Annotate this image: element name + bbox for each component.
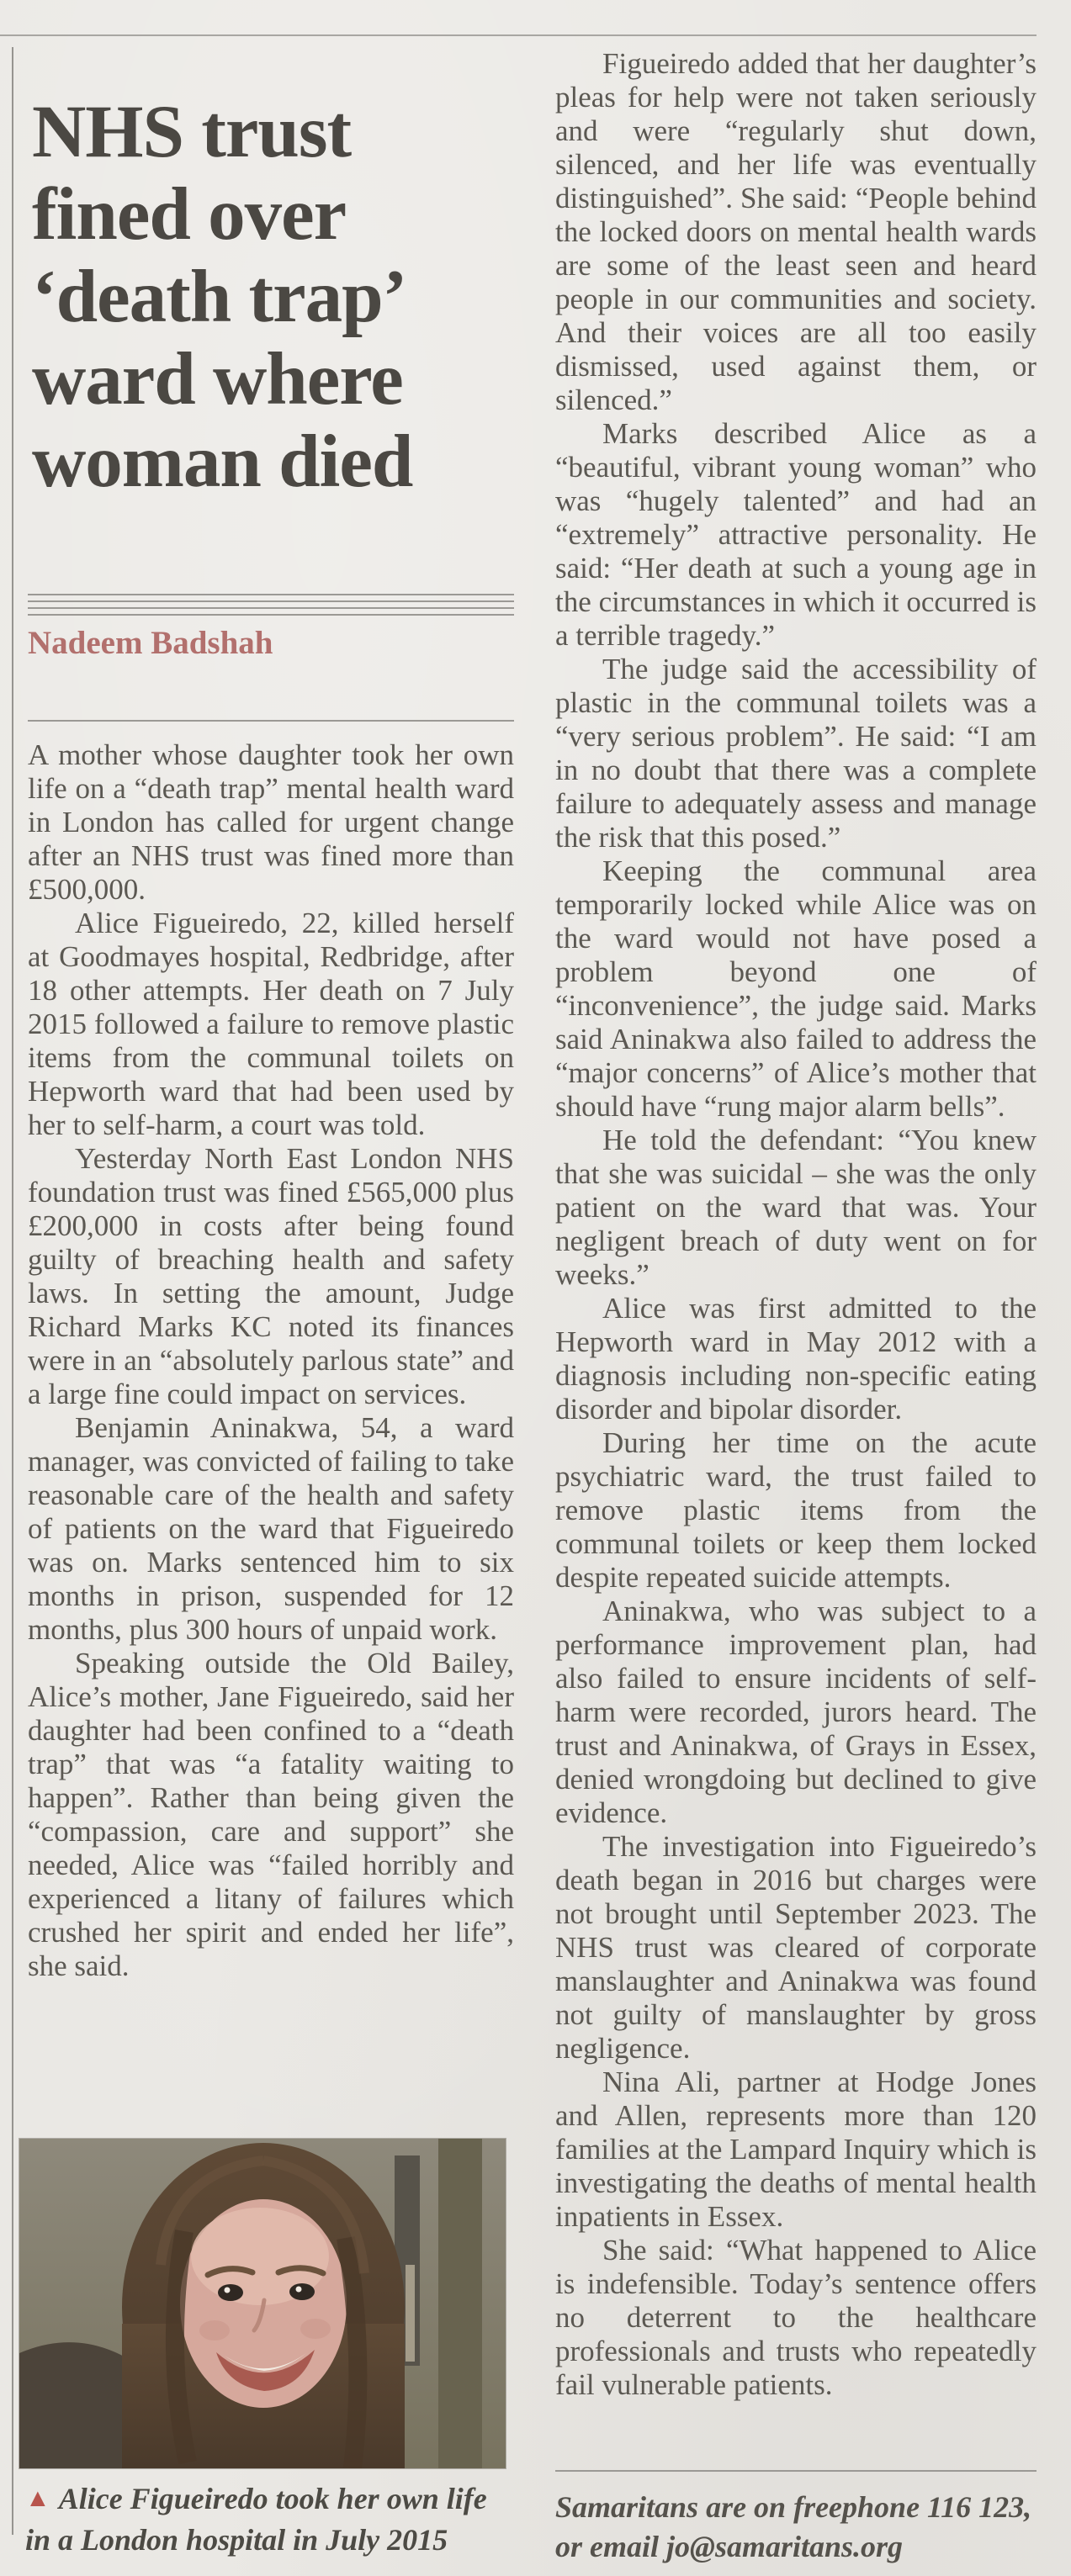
article-paragraph: Nina Ali, partner at Hodge Jones and Allen, represents more than 120 families at the Lampard Inquiry which is investigating the deaths of mental health inpatients in Essex.	[555, 2066, 1037, 2233]
byline-rules	[28, 594, 514, 616]
article-paragraph: Benjamin Aninakwa, 54, a ward manager, was convicted of failing to take reasonable care of the health and safety of patients on the ward that Figueiredo was on. Marks sentenced him to six months in prison, suspended for 12 months, plus 300 hours of unpaid work.	[28, 1411, 514, 1646]
portrait-photo-illustration	[19, 2139, 506, 2468]
byline-author: Nadeem Badshah	[28, 625, 273, 661]
article-headline: NHS trust fined over ‘death trap’ ward where woman died	[32, 90, 413, 503]
article-paragraph: Figueiredo added that her daughter’s pleas for help were not taken seriously and were “regularly shut down, silenced, and her life was eventually distinguished”. She said: “People behind the locked doors on mental health wards are some of the least seen and heard people in our communities and society. And their voices are all too easily dismissed, used against them, or silenced.”	[555, 47, 1037, 416]
article-paragraph: During her time on the acute psychiatric ward, the trust failed to remove plastic items from the communal toilets or keep them locked despite repeated suicide attempts.	[555, 1426, 1037, 1594]
photo-caption-text: Alice Figueiredo took her own life in a London hospital in July 2015	[25, 2482, 487, 2557]
article-paragraph: She said: “What happened to Alice is indefensible. Today’s sentence offers no deterrent to the healthcare professionals and trusts who repeatedly fail vulnerable patients.	[555, 2234, 1037, 2401]
article-paragraph: He told the defendant: “You knew that she was suicidal – she was the only patient on the ward that was. Your negligent breach of duty went on for weeks.”	[555, 1124, 1037, 1291]
top-rule	[0, 34, 1037, 36]
footer-divider-rule	[555, 2470, 1037, 2472]
column-edge-rule	[12, 47, 13, 2535]
article-paragraph: The judge said the accessibility of plastic in the communal toilets was a “very serious problem”. He said: “I am in no doubt that there was a complete failure to adequately assess and manage the risk that this posed.”	[555, 653, 1037, 854]
article-body-right-column	[555, 47, 1037, 2457]
article-paragraph: Aninakwa, who was subject to a performance improvement plan, had also failed to ensure incidents of self-harm were recorded, jurors heard. The trust and Aninakwa, of Grays in Essex, denied wrongdoing but declined to give evidence.	[555, 1595, 1037, 1829]
article-paragraph: Marks described Alice as a “beautiful, vibrant young woman” who was “hugely talented” and had an “extremely” attractive personality. He said: “Her death at such a young age in the circumstances in which it occurred is a terrible tragedy.”	[555, 417, 1037, 652]
caption-triangle-icon: ▲	[25, 2484, 50, 2512]
photo-caption	[25, 2479, 501, 2559]
article-paragraph: The investigation into Figueiredo’s death began in 2016 but charges were not brought until September 2023. The NHS trust was cleared of corporate manslaughter and Aninakwa was found not guilty of manslaughter by gross negligence.	[555, 1830, 1037, 2065]
samaritans-note: Samaritans are on freephone 116 123, or email jo@samaritans.org	[555, 2490, 1032, 2563]
article-paragraph: Keeping the communal area temporarily locked while Alice was on the ward would not have posed a problem beyond one of “inconvenience”, the judge said. Marks said Aninakwa also failed to address the “major concerns” of Alice’s mother that should have “rung major alarm bells”.	[555, 854, 1037, 1123]
article-body-left-column	[28, 738, 514, 2101]
article-paragraph: Alice was first admitted to the Hepworth ward in May 2012 with a diagnosis including non-specific eating disorder and bipolar disorder.	[555, 1292, 1037, 1426]
article-paragraph: Speaking outside the Old Bailey, Alice’s mother, Jane Figueiredo, said her daughter had been confined to a “death trap” that was “a fatality waiting to happen”. Rather than being given the “compassion, care and support” she needed, Alice was “failed horribly and experienced a litany of failures which crushed her spirit and ended her life”, she said.	[28, 1647, 514, 1982]
article-photo	[19, 2139, 506, 2468]
article-paragraph: Yesterday North East London NHS foundation trust was fined £565,000 plus £200,000 in costs after being found guilty of breaching health and safety laws. In setting the amount, Judge Richard Marks KC noted its finances were in an “absolutely parlous state” and a large fine could impact on services.	[28, 1142, 514, 1410]
article-paragraph: Alice Figueiredo, 22, killed herself at Goodmayes hospital, Redbridge, after 18 other attempts. Her death on 7 July 2015 followed a failure to remove plastic items from the communal toilets on Hepworth ward that had been used by her to self-harm, a court was told.	[28, 907, 514, 1141]
byline-divider-rule	[28, 720, 514, 722]
article-paragraph: A mother whose daughter took her own life on a “death trap” mental health ward in London has called for urgent change after an NHS trust was fined more than £500,000.	[28, 738, 514, 906]
